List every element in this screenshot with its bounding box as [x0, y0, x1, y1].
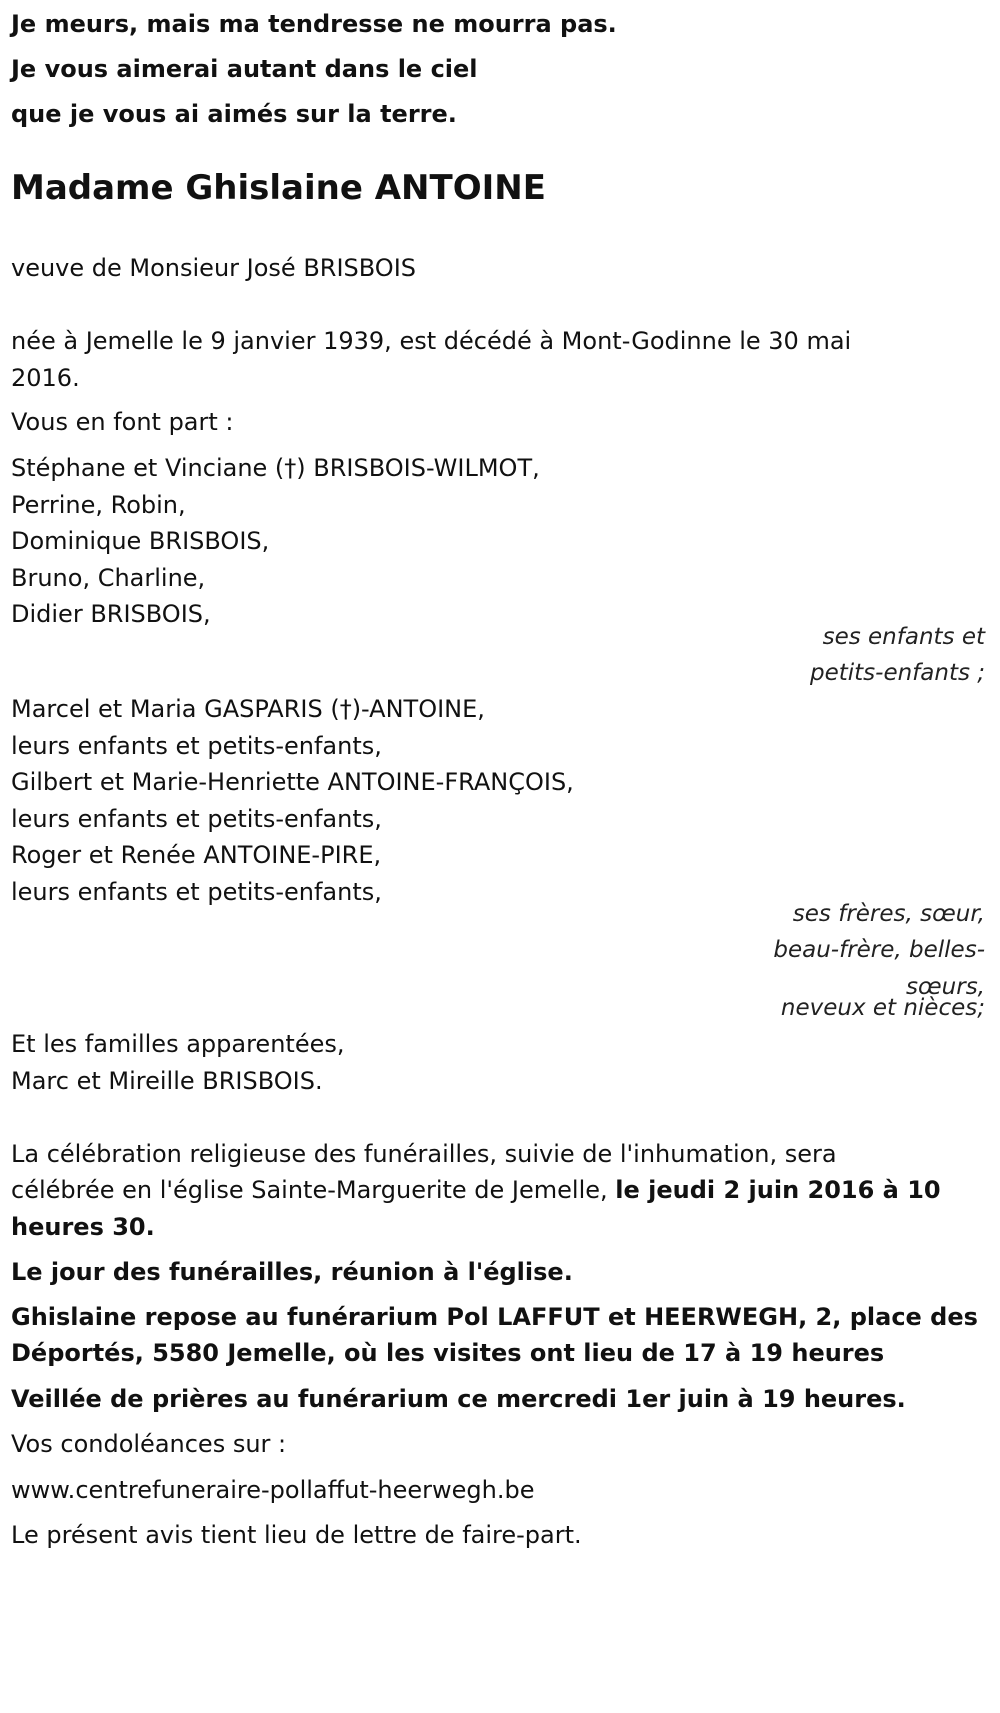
children-line-4: Bruno, Charline, — [11, 564, 206, 592]
siblings-line-5: Roger et Renée ANTOINE-PIRE, — [11, 841, 382, 869]
siblings-role-line-3: sœurs, — [906, 974, 985, 1000]
closing-text: Le présent avis tient lieu de lettre de faire-part. — [11, 1521, 582, 1549]
ceremony-date: le jeudi 2 juin 2016 à 10 — [615, 1176, 941, 1204]
birth-death-line-1: née à Jemelle le 9 janvier 1939, est décédé à Mont-Godinne le 30 mai — [11, 327, 852, 355]
ceremony-line-2 — [11, 1170, 941, 1210]
poem-line-2: Je vous aimerai autant dans le ciel — [11, 55, 478, 83]
funerarium-line-1: Ghislaine repose au funérarium Pol LAFFUT et HEERWEGH, 2, place des — [11, 1303, 978, 1331]
ceremony-location: célébrée en l'église Sainte-Marguerite de Jemelle, — [11, 1176, 616, 1204]
poem-line-1: Je meurs, mais ma tendresse ne mourra pas. — [11, 10, 617, 38]
children-role-line-1: ses enfants et — [822, 624, 985, 650]
children-line-5: Didier BRISBOIS, — [11, 600, 211, 628]
ceremony-line-1: La célébration religieuse des funérailles, suivie de l'inhumation, sera — [11, 1140, 837, 1168]
meeting-text: Le jour des funérailles, réunion à l'église. — [11, 1258, 573, 1286]
families-line-2: Marc et Mireille BRISBOIS. — [11, 1067, 323, 1095]
siblings-line-1: Marcel et Maria GASPARIS (†)-ANTOINE, — [11, 695, 485, 723]
children-line-1: Stéphane et Vinciane (†) BRISBOIS-WILMOT, — [11, 454, 540, 482]
funerarium-line-2: Déportés, 5580 Jemelle, où les visites ont lieu de 17 à 19 heures — [11, 1339, 885, 1367]
siblings-line-2: leurs enfants et petits-enfants, — [11, 732, 382, 760]
siblings-role-line-1: ses frères, sœur, — [792, 901, 985, 927]
website-link[interactable]: www.centrefuneraire-pollaffut-heerwegh.be — [11, 1476, 535, 1504]
children-line-3: Dominique BRISBOIS, — [11, 527, 270, 555]
deceased-name: Madame Ghislaine ANTOINE — [11, 168, 546, 208]
siblings-role-line-4: neveux et nièces; — [780, 995, 985, 1021]
children-line-2: Perrine, Robin, — [11, 491, 186, 519]
ceremony-line-3: heures 30. — [11, 1213, 155, 1241]
announce-text: Vous en font part : — [11, 408, 234, 436]
widow-of: veuve de Monsieur José BRISBOIS — [11, 254, 417, 282]
condolences-label: Vos condoléances sur : — [11, 1430, 287, 1458]
birth-death-line-2: 2016. — [11, 364, 80, 392]
siblings-line-6: leurs enfants et petits-enfants, — [11, 878, 382, 906]
siblings-line-3: Gilbert et Marie-Henriette ANTOINE-FRANÇOIS, — [11, 768, 574, 796]
poem-line-3: que je vous ai aimés sur la terre. — [11, 100, 457, 128]
families-line-1: Et les familles apparentées, — [11, 1030, 345, 1058]
siblings-role-line-2: beau-frère, belles- — [773, 937, 985, 963]
vigil-text: Veillée de prières au funérarium ce mercredi 1er juin à 19 heures. — [11, 1385, 906, 1413]
children-role-line-2: petits-enfants ; — [809, 660, 985, 686]
siblings-line-4: leurs enfants et petits-enfants, — [11, 805, 382, 833]
